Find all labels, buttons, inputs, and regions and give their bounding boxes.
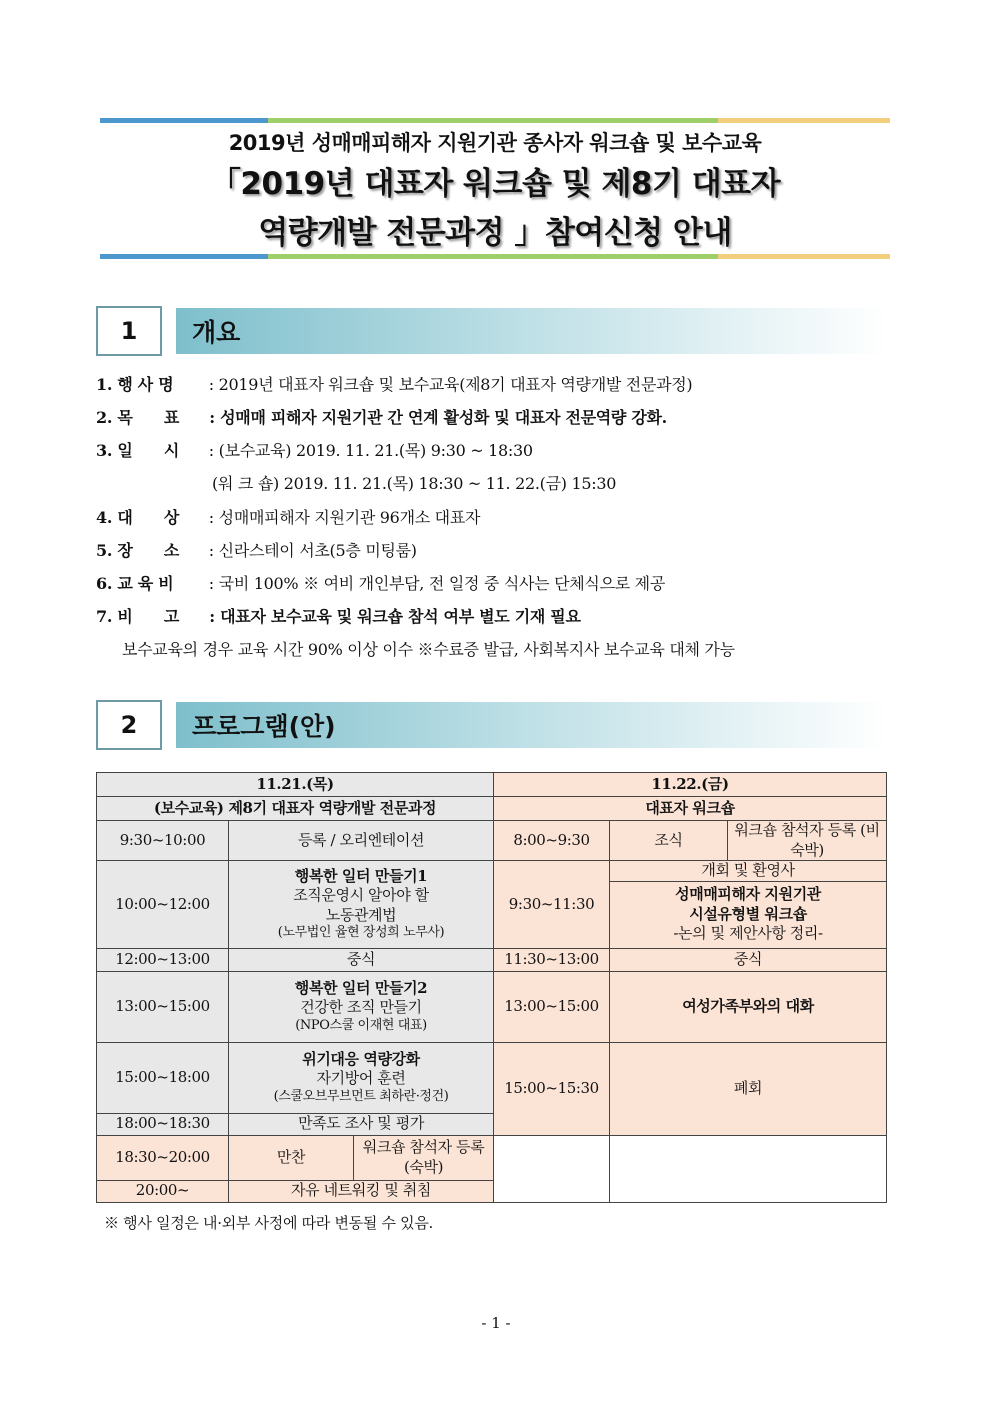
r5-content-title: 위기대응 역량강화 xyxy=(302,1049,420,1068)
r2-day2-title1: 성매매피해자 지원기관 xyxy=(675,885,821,904)
r5-time-day2: 15:00~15:30 xyxy=(494,1042,610,1135)
overview-item-1: 1. 행 사 명 : 2019년 대표자 워크숍 및 보수교육(제8기 대표자 역량개발 전문과정) xyxy=(96,375,693,394)
r2-content-title: 행복한 일터 만들기1 xyxy=(294,866,428,885)
table-row xyxy=(97,1042,887,1113)
r1-content-day2-a: 조식 xyxy=(610,821,728,861)
r2-day2-note: -논의 및 제안사항 정리- xyxy=(673,924,823,943)
r2-content-day2-top: 개회 및 환영사 xyxy=(610,861,887,882)
r2-day2-title2: 시설유형별 워크숍 xyxy=(689,904,807,923)
title-bottom-bar xyxy=(100,254,890,259)
section-1-title: 개요 xyxy=(176,308,888,354)
r2-content-line1: 조직운영시 알아야 할 xyxy=(293,886,429,905)
r1-content-day1: 등록 / 오리엔테이션 xyxy=(229,821,494,861)
r3-content-day1: 중식 xyxy=(229,948,494,971)
r2-content-line2: 노동관계법 xyxy=(325,905,397,924)
table-row xyxy=(97,797,887,821)
overview-item-7: 7. 비 고 : 대표자 보수교육 및 워크숍 참석 여부 별도 기재 필요 xyxy=(96,607,581,626)
overview-item-3: 3. 일 시 : (보수교육) 2019. 11. 21.(목) 9:30 ~ 18:30 xyxy=(96,441,533,460)
overview-item-5: 5. 장 소 : 신라스테이 서초(5층 미팅룸) xyxy=(96,541,417,560)
r4-content-day1 xyxy=(229,971,494,1042)
r6-content-day1: 만족도 조사 및 평가 xyxy=(229,1113,494,1135)
r5-content-day1 xyxy=(229,1042,494,1113)
r4-content-line1: 건강한 조직 만들기 xyxy=(300,998,422,1017)
r7-empty-time xyxy=(494,1135,610,1202)
r2-content-note: (노무법인 율현 장성희 노무사) xyxy=(277,925,445,941)
overview-item-3-cont: (워 크 숍) 2019. 11. 21.(목) 18:30 ~ 11. 22.(금) 15:30 xyxy=(212,474,617,493)
r3-content-day2: 중식 xyxy=(610,948,887,971)
table-row xyxy=(97,971,887,1042)
table-row xyxy=(97,1135,887,1180)
program-table xyxy=(96,772,887,1203)
r1-content-day2-b: 워크숍 참석자 등록 (비숙박) xyxy=(728,821,887,861)
overview-item-2: 2. 목 표 : 성매매 피해자 지원기관 간 연계 활성화 및 대표자 전문역량 강화. xyxy=(96,408,667,427)
r8-content-day1: 자유 네트워킹 및 취침 xyxy=(229,1180,494,1202)
overview-item-6: 6. 교 육 비 : 국비 100% ※ 여비 개인부담, 전 일정 중 식사는 단체식으로 제공 xyxy=(96,574,665,593)
r7-content-day1-b: 워크숍 참석자 등록(숙박) xyxy=(354,1135,494,1180)
r4-time-day1: 13:00~15:00 xyxy=(97,971,229,1042)
r4-time-day2: 13:00~15:00 xyxy=(494,971,610,1042)
r3-time-day1: 12:00~13:00 xyxy=(97,948,229,971)
title-top-bar xyxy=(100,118,890,123)
r1-time-day1: 9:30~10:00 xyxy=(97,821,229,861)
title-line-1: 2019년 성매매피해자 지원기관 종사자 워크숍 및 보수교육 xyxy=(228,131,762,155)
section-1-number: 1 xyxy=(96,306,162,356)
r4-content-title: 행복한 일터 만들기2 xyxy=(294,978,428,997)
section-2-title: 프로그램(안) xyxy=(176,702,888,748)
schedule-note: ※ 행사 일정은 내·외부 사정에 따라 변동될 수 있음. xyxy=(104,1214,433,1232)
r7-content-day1-a: 만찬 xyxy=(229,1135,354,1180)
r5-content-note: (스쿨오브무브먼트 최하란·정건) xyxy=(273,1088,449,1104)
r7-empty-content xyxy=(610,1135,887,1202)
document-title-block xyxy=(100,118,890,260)
r4-content-note: (NPO스쿨 이재현 대표) xyxy=(295,1017,427,1033)
r8-time-day1: 20:00~ xyxy=(97,1180,229,1202)
r2-content-day1 xyxy=(229,861,494,949)
r6-time-day1: 18:00~18:30 xyxy=(97,1113,229,1135)
title-line-2: 「2019년 대표자 워크숍 및 제8기 대표자 xyxy=(209,166,781,202)
table-row xyxy=(97,861,887,882)
r5-content-line1: 자기방어 훈련 xyxy=(316,1069,406,1088)
section-1-header xyxy=(96,306,888,356)
r2-time-day2: 9:30~11:30 xyxy=(494,861,610,949)
table-row xyxy=(97,773,887,797)
r1-time-day2: 8:00~9:30 xyxy=(494,821,610,861)
page-number: - 1 - xyxy=(481,1314,511,1332)
r5-time-day1: 15:00~18:00 xyxy=(97,1042,229,1113)
day2-date: 11.22.(금) xyxy=(494,773,887,797)
day1-subtitle: (보수교육) 제8기 대표자 역량개발 전문과정 xyxy=(97,797,494,821)
r4-content-day2: 여성가족부와의 대화 xyxy=(610,971,887,1042)
table-row xyxy=(97,948,887,971)
day2-subtitle: 대표자 워크숍 xyxy=(494,797,887,821)
r7-time-day1: 18:30~20:00 xyxy=(97,1135,229,1180)
section-2-number: 2 xyxy=(96,700,162,750)
day1-date: 11.21.(목) xyxy=(97,773,494,797)
overview-extra: 보수교육의 경우 교육 시간 90% 이상 이수 ※수료증 발급, 사회복지사 보수교육 대체 가능 xyxy=(122,640,735,659)
r2-time-day1: 10:00~12:00 xyxy=(97,861,229,949)
overview-item-4: 4. 대 상 : 성매매피해자 지원기관 96개소 대표자 xyxy=(96,508,481,527)
r3-time-day2: 11:30~13:00 xyxy=(494,948,610,971)
table-row xyxy=(97,821,887,861)
r2-content-day2 xyxy=(610,881,887,948)
section-2-header xyxy=(96,700,888,750)
r5-content-day2: 폐회 xyxy=(610,1042,887,1135)
title-line-3: 역량개발 전문과정 」참여신청 안내 xyxy=(258,215,732,251)
